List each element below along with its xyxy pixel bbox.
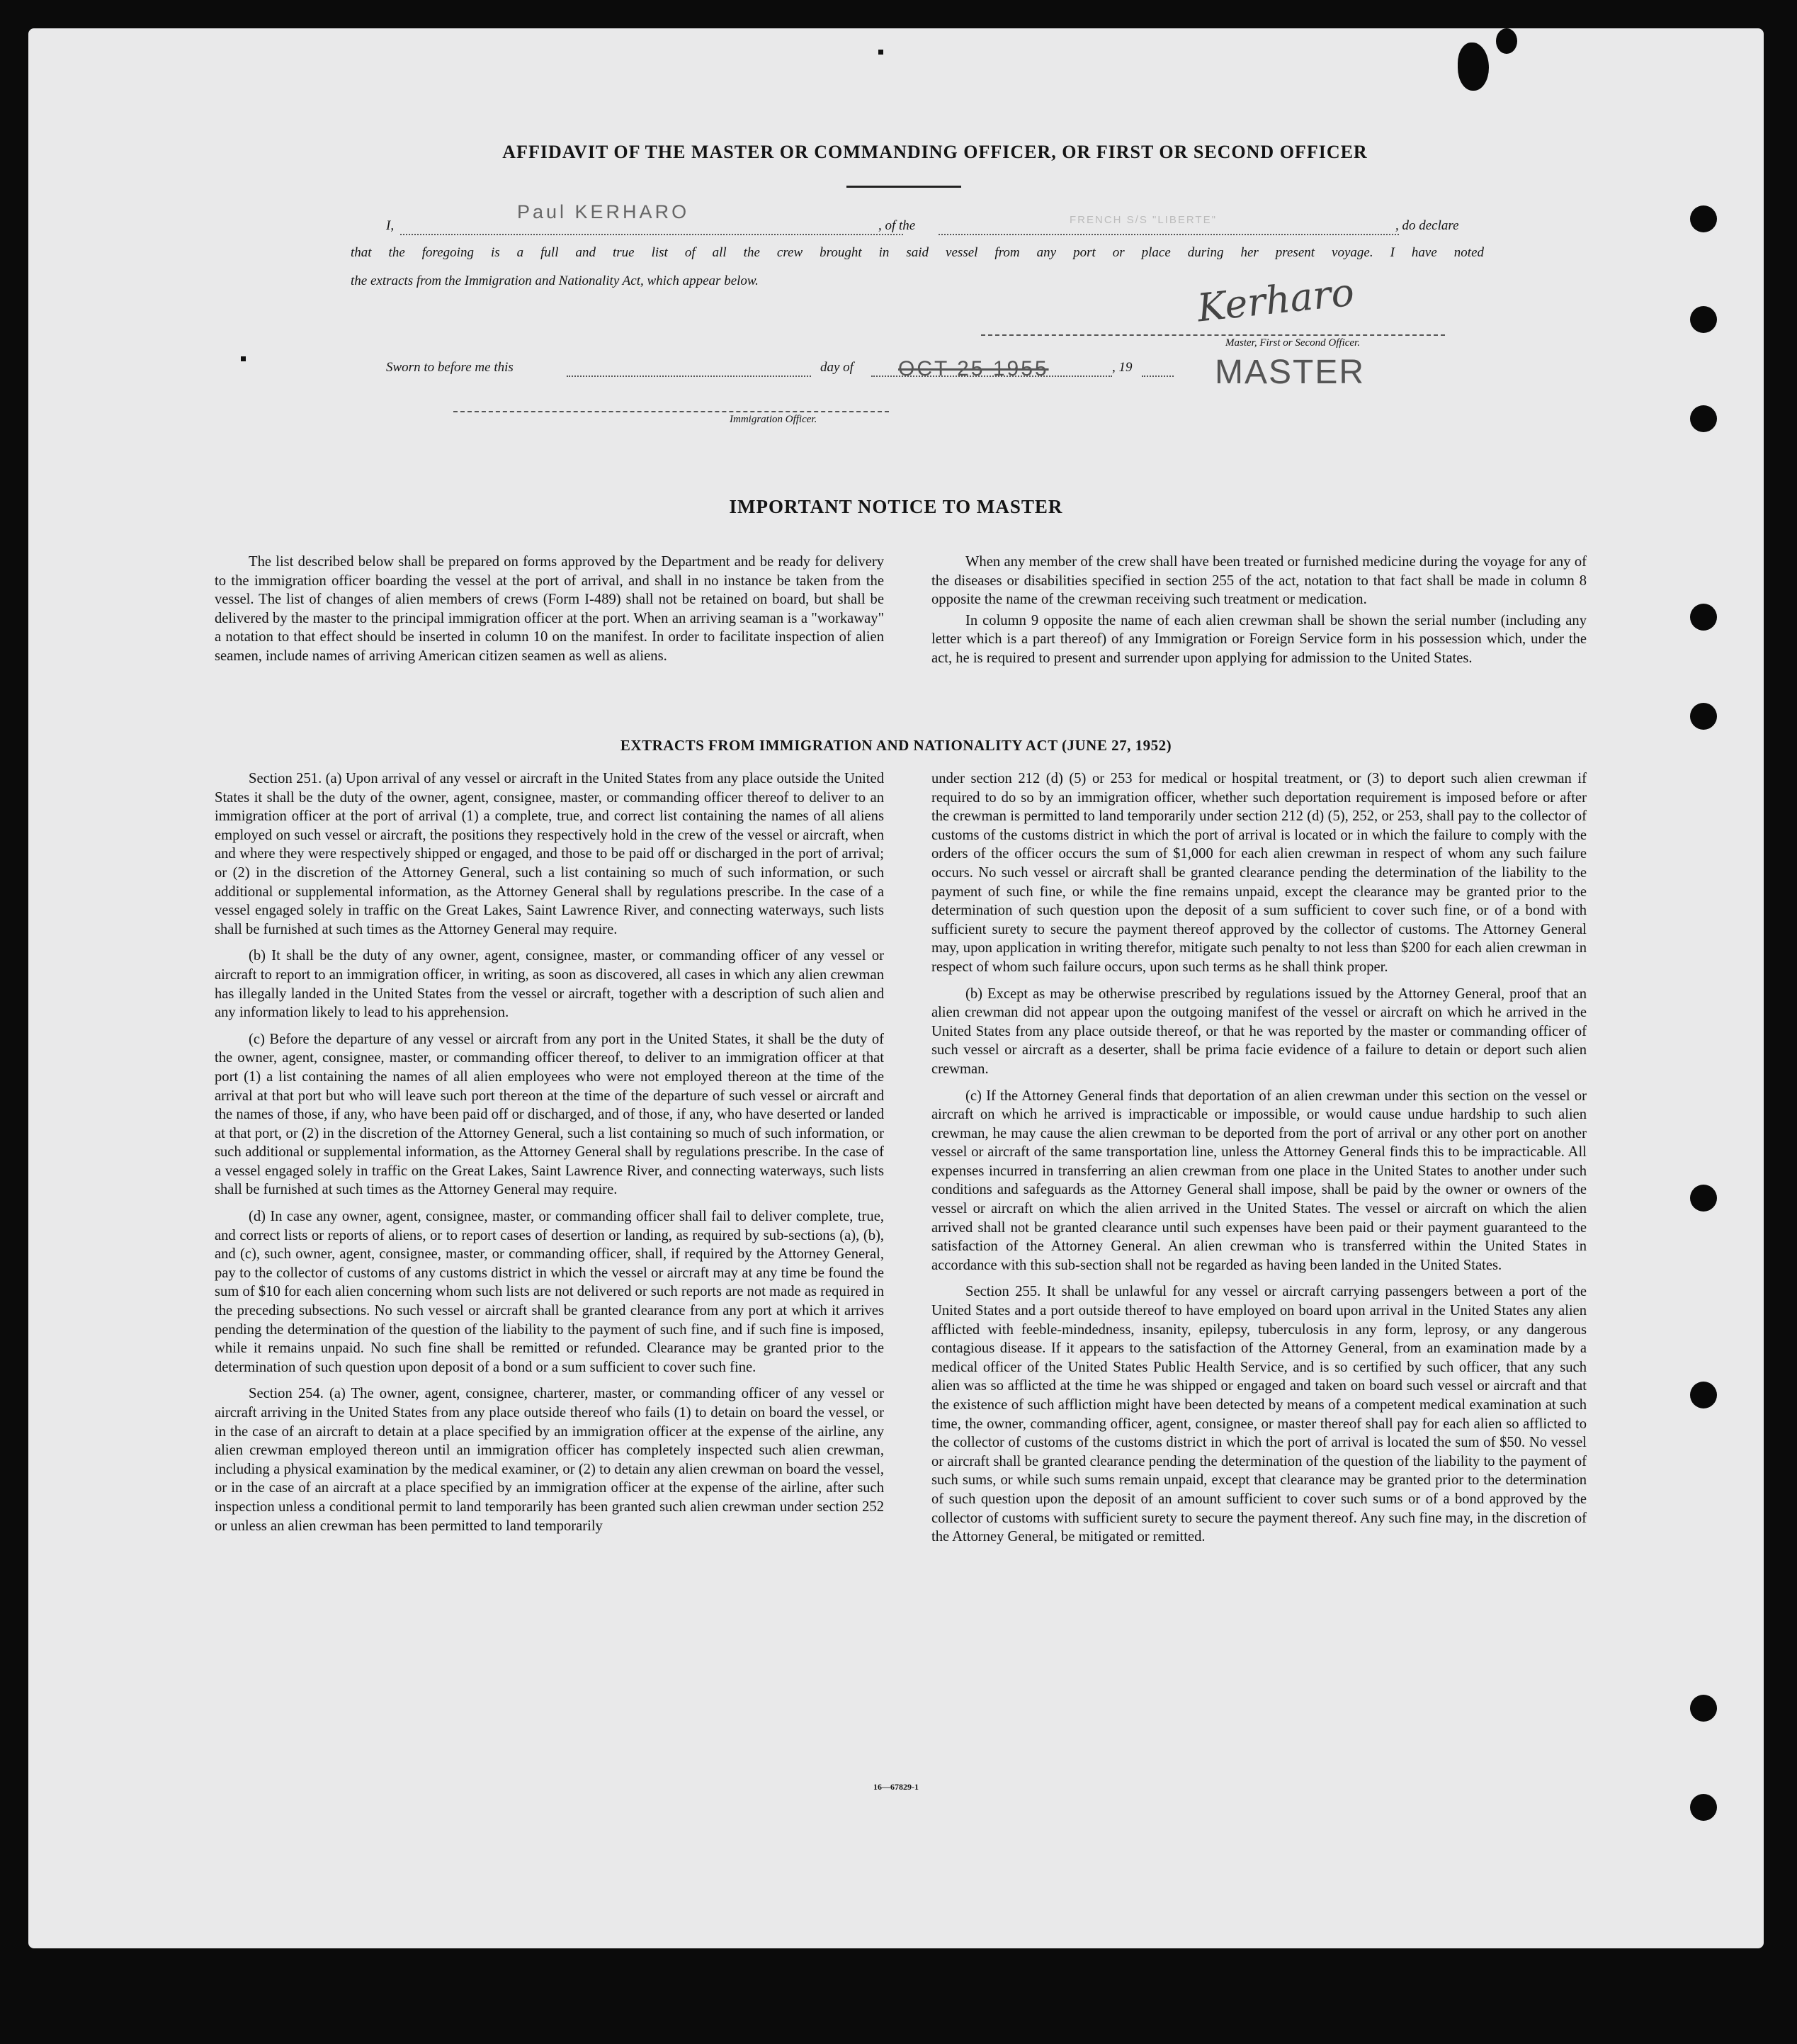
punch-hole bbox=[1690, 205, 1717, 232]
notice-title: IMPORTANT NOTICE TO MASTER bbox=[729, 496, 1063, 517]
section-254c: (c) If the Attorney General finds that deportation of an alien crewman under this section on the vessel or aircraft on which he arrived is impracticable or impossible, or would cause undue hardship to such alien crewman, he may cause the alien crewman to be deported from the port of arrival or any other port on another vessel or aircraft of the same transportation line, unless the Attorney General finds this to be impracticable. All expenses incurred in transferring an alien crewman from one place in the United States to another under such conditions and safeguards as the Attorney General shall impose, shall be paid by the owner or owners of the vessel or aircraft on which the alien arrived in the United States. The vessel or aircraft on which the alien arrived shall not be granted clearance until such expenses have been paid or their payment guaranteed to the satisfaction of the Attorney General. An alien crewman who is transferred within the United States in accordance with this sub-section shall not be regarded as having been landed in the United States. bbox=[931, 1088, 1587, 1273]
affidavit-title: AFFIDAVIT OF THE MASTER OR COMMANDING OFFICER, OR FIRST OR SECOND OFFICER bbox=[502, 142, 1368, 162]
section-254b: (b) Except as may be otherwise prescribed by regulations issued by the Attorney General, proof that an alien crewman did not appear upon the outgoing manifest of the vessel or aircraft on which he arrived in the United States from any place outside thereof, or that he was reported by the master or commanding officer of such vessel or aircraft as a deserter, shall be prima facie evidence of a failure to detain or deport such alien crewman. bbox=[931, 986, 1587, 1077]
ink-blot bbox=[1496, 28, 1517, 54]
section-254a: Section 254. (a) The owner, agent, consignee, charterer, master, or commanding officer of any vessel or aircraft arriving in the United States from any place outside thereof who fails (1) to detain on board the vessel, or in the case of an aircraft to detain at a place specified by an immigration officer at the expense of the airline, any alien crewman employed thereon until an immigration officer has completely inspected such alien crewman, including a physical examination by the medical examiner, or (2) to detain any alien crewman on board the vessel, or in the case of an aircraft at a place specified by an immigration officer at the expense of the airline, after such inspection unless a conditional permit to land temporarily has been granted such alien crewman under section 252 or unless an alien crewman has been permitted to land temporarily bbox=[215, 1386, 884, 1534]
speck bbox=[878, 50, 883, 55]
section-251b: (b) It shall be the duty of any owner, agent, consignee, master, or commanding officer of any vessel or aircraft to report to an immigration officer, in writing, as soon as discovered, all cases in which any alien crewman has illegally landed in the United States from the vessel or aircraft, together with a description of such alien and any information likely to lead to his apprehension. bbox=[215, 948, 884, 1021]
section-255: Section 255. It shall be unlawful for any vessel or aircraft carrying passengers between a port of the United States and a port outside thereof to have employed on board upon arrival in the United States any alien afflicted with feeble-mindedness, insanity, epilepsy, tuberculosis in any form, leprosy, or any dangerous contagious disease. If it appears to the satisfaction of the Attorney General, from an examination made by a medical officer of the United States Public Health Service, and is so certified by such officer, that any such alien was so afflicted at the time he was shipped or engaged and taken on board such vessel or aircraft and that the existence of such affliction might have been detected by means of a competent medical examination at such time, the owner, commanding officer, agent, consignee, or master thereof shall pay for each alien so afflicted to the collector of customs of the customs district in which the port of arrival is located the sum of $50. No vessel or aircraft shall be granted clearance pending the determination of the question of the liability to the payment of such sums, or while such sums remain unpaid, except that clearance may be granted prior to the determination of such question upon the deposit of an amount sufficient to cover such sums or of a bond approved by the collector of customs with sufficient surety to secure the payment thereof. Any such fine may, in the discretion of the Attorney General, be mitigated or remitted. bbox=[931, 1284, 1587, 1545]
vessel-name: FRENCH S/S "LIBERTE" bbox=[1070, 214, 1217, 226]
punch-hole bbox=[1690, 1695, 1717, 1722]
of-the-label: , of the bbox=[878, 218, 916, 233]
declarant-line bbox=[400, 234, 903, 235]
extracts-title: EXTRACTS FROM IMMIGRATION AND NATIONALITY ACT (JUNE 27, 1952) bbox=[620, 737, 1172, 754]
section-251c: (c) Before the departure of any vessel or aircraft from any port in the United States, it shall be the duty of the owner, agent, consignee, master, or commanding officer thereof, to deliver to an immigration officer at that port (1) a list containing the names of all alien employees who were not employed thereon at the time of the arrival at that port but who will leave such port thereon at the time of the departure of such vessel or aircraft and the names of those, if any, who have been paid off or discharged, and of those, if any, who have deserted or landed at that port, or (2) in the discretion of the Attorney General, such a list containing so much of such information, or such additional or supplemental information, as the Attorney General shall by regulations prescribe. In the case of a vessel engaged solely in traffic on the Great Lakes, Saint Lawrence River, and connecting waterways, such lists shall be furnished at such times as the Attorney General may require. bbox=[215, 1031, 884, 1198]
punch-hole bbox=[1690, 1794, 1717, 1821]
punch-hole bbox=[1690, 1185, 1717, 1212]
date-stamp: OCT 25 1955 bbox=[898, 357, 1049, 380]
section-251d: (d) In case any owner, agent, consignee, master, or commanding officer shall fail to deliver complete, true, and correct lists or reports of aliens, or to report cases of desertion or landing, as required by sub-sections (a), (b), and (c), such owner, agent, consignee, master, or commanding officer, shall, if required by the Attorney General, pay to the collector of customs of any customs district in which the vessel or aircraft may at any time be found the sum of $10 for each alien concerning whom such lists are not delivered or such reports are not made as required in the preceding subsections. No such vessel or aircraft shall be granted clearance from any port at which it arrives pending the determination of the question of the liability to the payment of such fine, and if such fine is imposed, while it remains unpaid. No such fine shall be remitted or refunded. Clearance may be granted prior to the determination of such question upon deposit of a bond or a sum sufficient to cover such fine. bbox=[215, 1209, 884, 1375]
vessel-line bbox=[939, 234, 1399, 235]
affidavit-line-2: the extracts from the Immigration and Nationality Act, which appear below. bbox=[351, 273, 759, 288]
notice-left-paragraph: The list described below shall be prepared on forms approved by the Department and be ready for delivery to the immigration officer boarding the vessel at the port of arrival, and shall in no instance be taken from the vessel. The list of changes of alien members of crews (Form I-489) shall not be retained on board, but shall be delivered by the master to the principal immigration officer at the port. When an arriving seaman is a "workaway" a notation to that effect should be inserted in column 10 on the manifest. In order to facilitate inspection of alien seamen, include names of arriving American citizen seamen as well as aliens. bbox=[215, 554, 884, 664]
officer-signature-line bbox=[453, 411, 889, 412]
ink-blot bbox=[1458, 43, 1489, 91]
form-number: 16—67829-1 bbox=[873, 1782, 919, 1792]
officer-caption: Master, First or Second Officer. bbox=[1225, 337, 1360, 349]
year-prefix: , 19 bbox=[1112, 360, 1133, 375]
punch-hole bbox=[1690, 703, 1717, 730]
affidavit-i-label: I, bbox=[386, 218, 395, 233]
notice-right-paragraph-1: When any member of the crew shall have been treated or furnished medicine during the voyage for any of the diseases or disabilities specified in section 255 of the act, notation to that fact shall be made in column 8 opposite the name of the crewman receiving such treatment or medication. bbox=[931, 554, 1587, 608]
section-251a: Section 251. (a) Upon arrival of any vessel or aircraft in the United States from any place outside the United States it shall be the duty of the owner, agent, consignee, master, or commanding officer thereof to deliver to an immigration officer at the port of arrival (1) a complete, true, and correct list containing the names of all aliens employed on such vessel or aircraft, the positions they respectively hold in the crew of the vessel or aircraft, when and where they were respectively shipped or engaged, and those to be paid off or discharged in the port of arrival; or (2) in the discretion of the Attorney General, such a list containing so much of such information, or such additional or supplemental information, as the Attorney General shall by regulations prescribe. In the case of a vessel engaged solely in traffic on the Great Lakes, Saint Lawrence River, and connecting waterways, such lists shall be furnished at such times as the Attorney General may require. bbox=[215, 771, 884, 937]
master-signature: Kerharo bbox=[1195, 269, 1356, 331]
declarant-name: Paul KERHARO bbox=[517, 201, 690, 222]
notice-left-column bbox=[215, 553, 884, 674]
punch-hole bbox=[1690, 604, 1717, 631]
notice-right-column bbox=[931, 553, 1587, 676]
speck bbox=[241, 356, 246, 361]
extracts-left-column bbox=[215, 769, 884, 1543]
master-stamp: MASTER bbox=[1215, 354, 1366, 391]
punch-hole bbox=[1690, 405, 1717, 432]
sworn-line bbox=[567, 376, 811, 377]
punch-hole bbox=[1690, 306, 1717, 333]
title-rule bbox=[846, 186, 961, 188]
notice-right-paragraph-2: In column 9 opposite the name of each alien crewman shall be shown the serial number (including any letter which is a part thereof) of any Immigration or Foreign Service form in his possession which, under the act, he is required to present and surrender upon applying for admission to the United States. bbox=[931, 612, 1587, 666]
day-of-label: day of bbox=[820, 360, 854, 375]
immigration-officer-caption: Immigration Officer. bbox=[730, 414, 817, 425]
section-254a-continued: under section 212 (d) (5) or 253 for medical or hospital treatment, or (3) to deport such alien crewman if required to do so by an immigration officer, whether such deportation requirement is imposed before or after the crewman is permitted to land temporarily under section 212 (d) (5), 252, or 253, shall pay to the collector of customs of the customs district in which the port of arrival is located or in which the failure to comply with the orders of the officer occurs the sum of $1,000 for each alien crewman in respect of whom any such failure occurs. No such vessel or aircraft shall be granted clearance pending the determination of the liability to the payment of such fine, or while the fine remains unpaid, except the clearance may be granted prior to the determination of such question upon the deposit of a sum sufficient to cover such fine, or of a bond with sufficient surety to secure the payment thereof approved by the collector of customs. The Attorney General may, upon application in writing therefor, mitigate such penalty to not less than $200 for each alien crewman in respect of whom such failure occurs, upon such terms as he shall think proper. bbox=[931, 771, 1587, 975]
do-declare-label: , do declare bbox=[1395, 218, 1459, 233]
affidavit-line-1: that the foregoing is a full and true list of all the crew brought in said vessel from any port or place during her present voyage. I have noted bbox=[351, 245, 1484, 260]
punch-hole bbox=[1690, 1382, 1717, 1408]
sworn-label: Sworn to before me this bbox=[386, 360, 514, 375]
year-line bbox=[1142, 376, 1174, 377]
document-page bbox=[28, 28, 1764, 1948]
extracts-right-column bbox=[931, 769, 1587, 1554]
signature-line bbox=[981, 334, 1445, 336]
